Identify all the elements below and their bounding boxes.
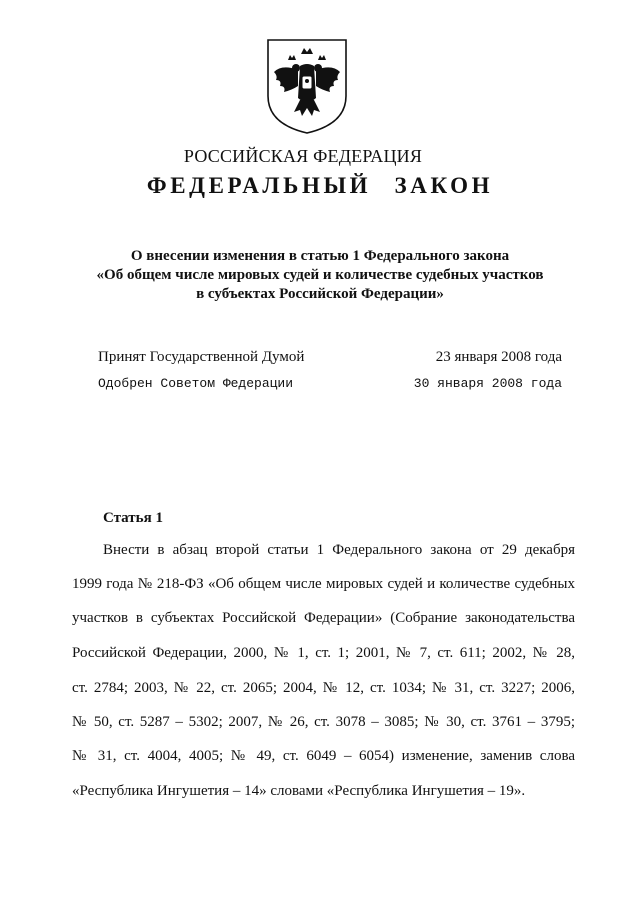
council-approval-date: 30 января 2008 года (413, 376, 562, 391)
law-title-line: «Об общем числе мировых судей и количестве судебных участков (96, 267, 544, 283)
article-line: ст. 2784; 2003, № 22, ст. 2065; 2004, № 12, ст. 1034; № 31, ст. 3227; 2006, (72, 680, 575, 696)
duma-adoption-date: 23 января 2008 года (435, 349, 562, 365)
coat-of-arms-icon (262, 36, 352, 136)
article-title: Статья 1 (103, 510, 163, 526)
law-type-heading: ФЕДЕРАЛЬНЫЙ ЗАКОН (146, 173, 494, 198)
article-line: участков в субъектах Российской Федерации» (Собрание законодательства (72, 610, 575, 626)
law-title-line: в субъектах Российской Федерации» (196, 286, 444, 302)
law-title (0, 247, 640, 304)
article-line: № 31, ст. 4004, 4005; № 49, ст. 6049 – 6054) изменение, заменив слова (72, 748, 575, 764)
duma-adoption-label: Принят Государственной Думой (98, 349, 305, 365)
article-line: 1999 года № 218-ФЗ «Об общем числе мировых судей и количестве судебных (72, 576, 575, 592)
law-title-line: О внесении изменения в статью 1 Федерального закона (130, 248, 510, 264)
council-approval-label: Одобрен Советом Федерации (98, 376, 294, 391)
country-heading: РОССИЙСКАЯ ФЕДЕРАЦИЯ (183, 146, 423, 166)
article-line: № 50, ст. 5287 – 5302; 2007, № 26, ст. 3078 – 3085; № 30, ст. 3761 – 3795; (72, 714, 575, 730)
article-line: Российской Федерации, 2000, № 1, ст. 1; 2001, № 7, ст. 611; 2002, № 28, (72, 645, 575, 661)
article-line: Внести в абзац второй статьи 1 Федерального закона от 29 декабря (103, 542, 575, 558)
article-line: «Республика Ингушетия – 14» словами «Республика Ингушетия – 19». (72, 783, 526, 799)
